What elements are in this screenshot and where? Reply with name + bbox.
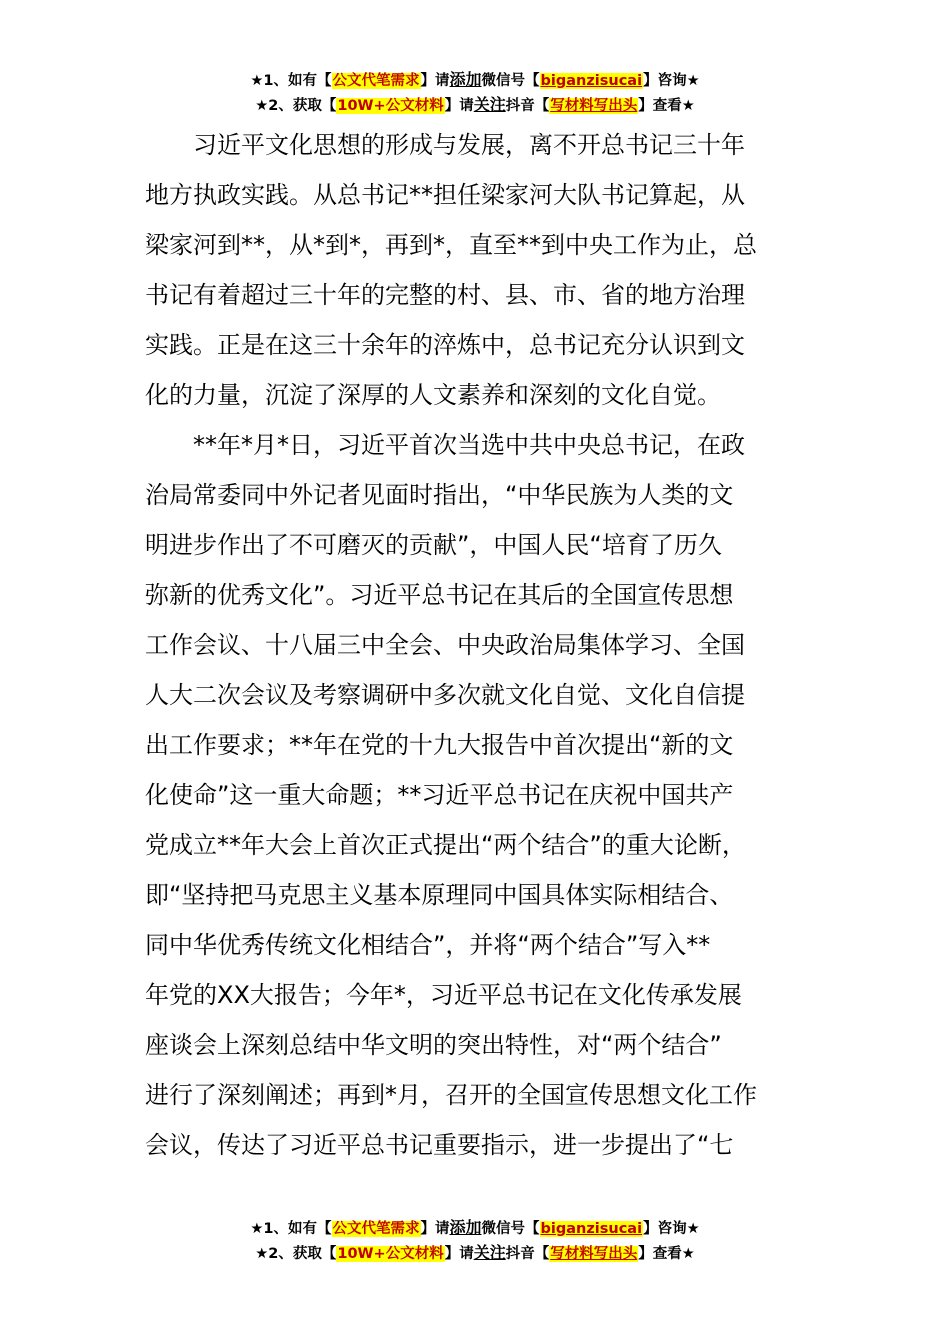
banner-line-2: ★2、获取【10W+公文材料】请关注抖音【写材料写出头】查看★: [255, 95, 695, 114]
body-text-line: 弥新的优秀文化”。习近平总书记在其后的全国宣传思想: [145, 581, 734, 609]
body-text-line: **年*月*日，习近平首次当选中共中央总书记，在政: [145, 431, 745, 459]
body-text-line: 习近平文化思想的形成与发展，离不开总书记三十年: [145, 131, 745, 159]
body-text-line: 工作会议、十八届三中全会、中央政治局集体学习、全国: [145, 631, 745, 659]
body-text-line: 座谈会上深刻总结中华文明的突出特性，对“两个结合”: [145, 1031, 722, 1059]
body-text-line: 地方执政实践。从总书记**担任梁家河大队书记算起，从: [145, 181, 745, 209]
star-icon: ★: [250, 1221, 264, 1237]
body-text-line: 治局常委同中外记者见面时指出，“中华民族为人类的文: [145, 481, 734, 509]
banner-line-1: ★1、如有【公文代笔需求】请添加微信号【biganzisucai】咨询★: [250, 70, 700, 89]
body-text-line: 人大二次会议及考察调研中多次就文化自觉、文化自信提: [145, 681, 745, 709]
body-text-line: 书记有着超过三十年的完整的村、县、市、省的地方治理: [145, 281, 745, 309]
star-icon: ★: [250, 73, 264, 89]
body-text-line: 即“坚持把马克思主义基本原理同中国具体实际相结合、: [145, 881, 734, 909]
body-text-line: 梁家河到**，从*到*，再到*，直至**到中央工作为止，总: [145, 231, 757, 259]
star-icon: ★: [255, 98, 269, 114]
wechat-id-link[interactable]: biganzisucai: [540, 1221, 643, 1237]
body-text-line: 年党的XX大报告；今年*，习近平总书记在文化传承发展: [145, 981, 742, 1009]
banner-line-2: ★2、获取【10W+公文材料】请关注抖音【写材料写出头】查看★: [255, 1243, 695, 1262]
body-text-line: 化的力量，沉淀了深厚的人文素养和深刻的文化自觉。: [145, 381, 721, 409]
body-text-line: 出工作要求；**年在党的十九大报告中首次提出“新的文: [145, 731, 734, 759]
body-text-line: 化使命”这一重大命题；**习近平总书记在庆祝中国共产: [145, 781, 734, 809]
douyin-account-link[interactable]: 写材料写出头: [550, 1246, 638, 1262]
wechat-id-link[interactable]: biganzisucai: [540, 73, 643, 89]
body-text-line: 会议，传达了习近平总书记重要指示，进一步提出了“七: [145, 1131, 734, 1159]
body-text-line: 进行了深刻阐述；再到*月，召开的全国宣传思想文化工作: [145, 1081, 757, 1109]
footer-banner: [0, 1216, 950, 1266]
highlight-service: 公文代笔需求: [332, 73, 420, 89]
body-text-line: 同中华优秀传统文化相结合”，并将“两个结合”写入**: [145, 931, 711, 959]
body-text-line: 实践。正是在这三十余年的淬炼中，总书记充分认识到文: [145, 331, 745, 359]
banner-line-1: ★1、如有【公文代笔需求】请添加微信号【biganzisucai】咨询★: [250, 1218, 700, 1237]
header-banner: [0, 68, 950, 118]
highlight-service: 公文代笔需求: [332, 1221, 420, 1237]
document-body: [145, 120, 805, 1170]
body-text-line: 党成立**年大会上首次正式提出“两个结合”的重大论断，: [145, 831, 746, 859]
highlight-materials: 10W+公文材料: [337, 98, 444, 114]
douyin-account-link[interactable]: 写材料写出头: [550, 98, 638, 114]
highlight-materials: 10W+公文材料: [337, 1246, 444, 1262]
body-text-line: 明进步作出了不可磨灭的贡献”，中国人民“培育了历久: [145, 531, 722, 559]
star-icon: ★: [255, 1246, 269, 1262]
